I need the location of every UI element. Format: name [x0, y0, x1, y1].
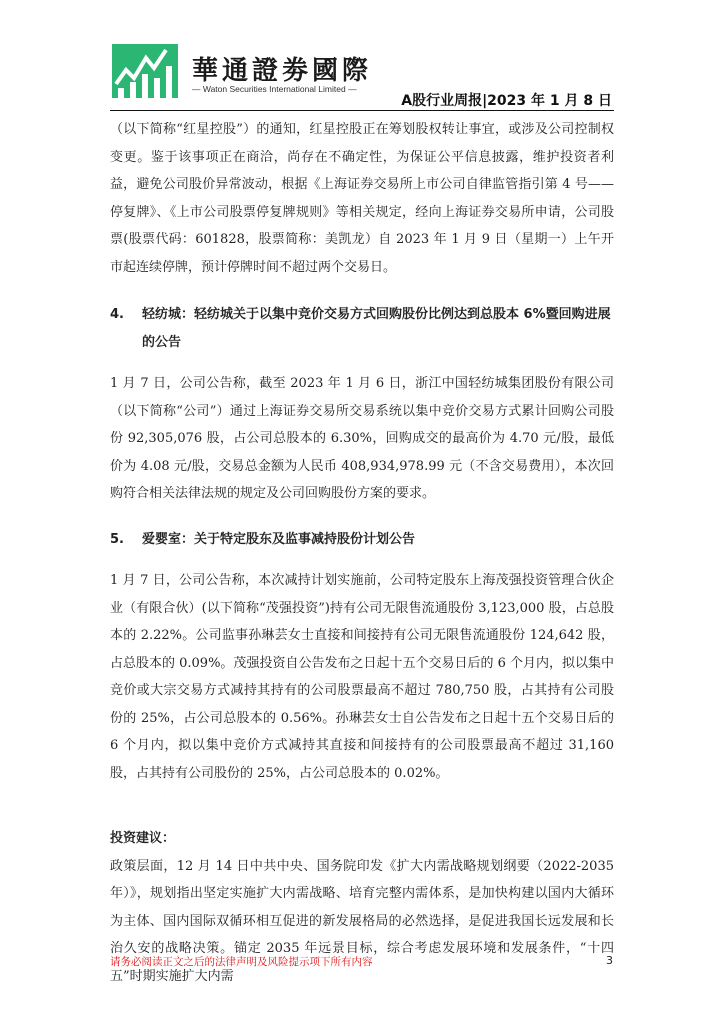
- section-number: 5.: [110, 531, 124, 547]
- header-divider: [110, 110, 614, 111]
- invest-paragraph: 政策层面，12 月 14 日中共中央、国务院印发《扩大内需战略规划纲要（2022-2035 年）》，规划指出坚定实施扩大内需战略、培育完整内需体系，是加快构建以国内大循环为主体、国内国际双循环相互促进的新发展格局的必然选择，是促进我国长远发展和长治久安的战略决策。锚定 2035 年远景目标，综合考虑发展环境和发展条件，“十四五”时期实施扩大内需: [110, 858, 614, 984]
- section-title: 爱婴室：关于特定股东及监事减持股份计划公告: [142, 531, 416, 547]
- invest-title: 投资建议：: [110, 831, 176, 846]
- invest-heading: [110, 825, 614, 853]
- section-paragraph-4: 1 月 7 日，公司公告称，截至 2023 年 1 月 6 日，浙江中国轻纺城集团股份有限公司（以下简称“公司”）通过上海证券交易所交易系统以集中竞价交易方式累计回购公司股份 92,305,076 股，占公司总股本的 6.30%，回购成交的最高价为 4.70 元/股，最低价为 4.08 元/股，交易总金额为人民币 408,934,978.99 元（不含交易费用），本次回购符合相关法律法规的规定及公司回购股份方案的要求。: [110, 376, 614, 501]
- continued-paragraph: （以下简称“红星控股”）的通知，红星控股正在筹划股权转让事宜，或涉及公司控制权变更。鉴于该事项正在商洽，尚存在不确定性，为保证公平信息披露，维护投资者利益，避免公司股价异常波动，根据《上海证券交易所上市公司自律监管指引第 4 号——停复牌》、《上市公司股票停复牌规则》等相关规定，经向上海证券交易所申请，公司股票(股票代码：601828，股票简称：美凯龙）自 2023 年 1 月 9 日（星期一）上午开市起连续停牌，预计停牌时间不超过两个交易日。: [110, 122, 614, 275]
- report-title: A股行业周报|2023 年 1 月 8 日: [401, 93, 612, 109]
- section-heading-5: [110, 526, 614, 554]
- waton-logo-icon: [112, 44, 178, 98]
- logo-chinese-name: 華通證劵國際: [192, 56, 373, 86]
- section-paragraph-5: 1 月 7 日，公司公告称，本次减持计划实施前，公司特定股东上海茂强投资管理合伙企业（有限合伙）(以下简称“茂强投资”)持有公司无限售流通股份 3,123,000 股，占总股本的 2.22%。公司监事孙琳芸女士直接和间接持有公司无限售流通股份 124,642 股，占总股本的 0.09%。茂强投资自公告发布之日起十五个交易日后的 6 个月内，拟以集中竞价或大宗交易方式减持其持有的公司股票最高不超过 780,750 股，占其持有公司股份的 25%，占公司总股本的 0.56%。孙琳芸女士自公告发布之日起十五个交易日后的 6 个月内，拟以集中竞价方式减持其直接和间接持有的公司股票最高不超过 31,160 股，占其持有公司股份的 25%，占公司总股本的 0.02%。: [110, 573, 614, 781]
- section-heading-4: [110, 301, 614, 356]
- page-header: [0, 0, 724, 110]
- page-number: 3: [606, 954, 613, 967]
- disclaimer-note: 请务必阅读正文之后的法律声明及风险提示项下所有内容: [110, 956, 373, 968]
- logo-english-name: — Waton Securities International Limited —: [192, 84, 357, 94]
- section-title: 轻纺城：轻纺城关于以集中竞价交易方式回购股份比例达到总股本 6%暨回购进展的公告: [142, 307, 611, 350]
- page-content: [110, 116, 614, 990]
- section-number: 4.: [110, 307, 124, 322]
